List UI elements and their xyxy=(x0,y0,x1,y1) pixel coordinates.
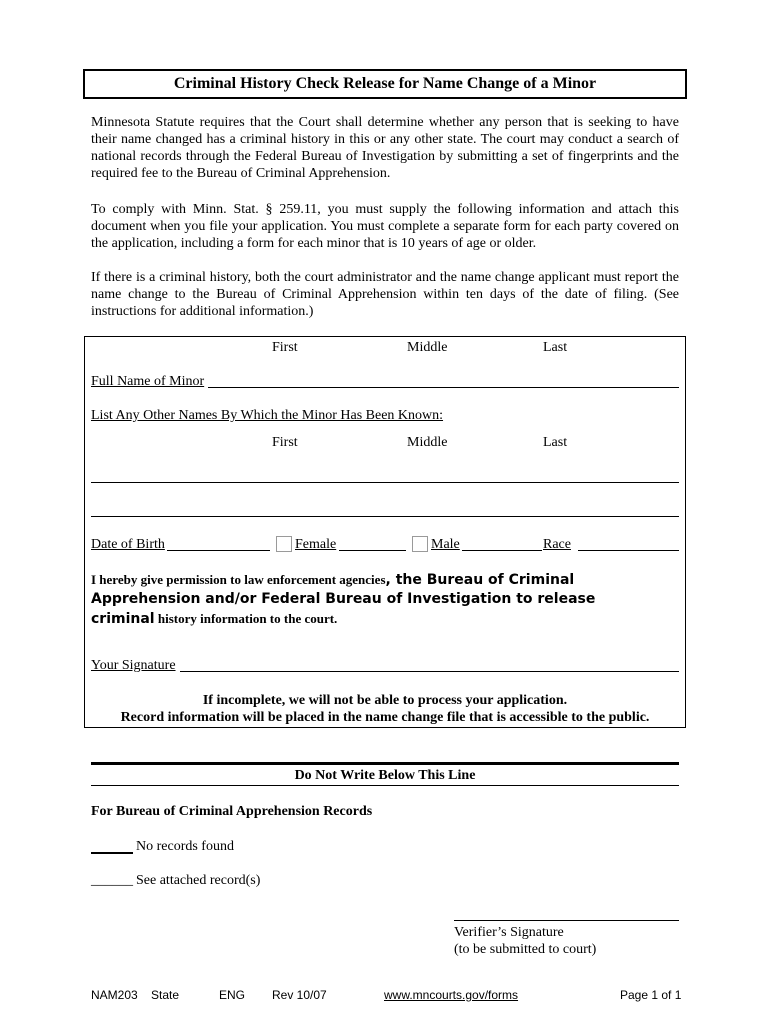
male-label: Male xyxy=(431,537,460,552)
office-use-bottom-rule xyxy=(91,785,679,786)
female-underline xyxy=(339,550,406,551)
other-name-field-1[interactable] xyxy=(91,482,679,483)
race-label: Race xyxy=(543,537,571,552)
verifier-signature-label: Verifier’s Signature xyxy=(454,925,564,940)
see-attached-label: See attached record(s) xyxy=(136,873,261,888)
first-name-header: First xyxy=(272,340,298,355)
race-field[interactable] xyxy=(578,550,679,551)
male-checkbox[interactable] xyxy=(412,536,428,552)
other-middle-header: Middle xyxy=(407,435,448,450)
permission-mid: , the Bureau of Criminal Apprehension and/or Federal Bureau of Investigation to release criminal xyxy=(91,572,596,627)
intro-paragraph-2: To comply with Minn. Stat. § 259.11, you must supply the following information and attach this document when you file your application. You must complete a separate form for each party covered on the application, including a form for each minor that is 10 years of age or older. xyxy=(91,202,679,251)
permission-start: I hereby give permission to law enforcement agencies xyxy=(91,572,386,587)
incomplete-line-2: Record information will be placed in the name change file that is accessible to the public. xyxy=(120,710,650,725)
other-name-field-2[interactable] xyxy=(91,516,679,517)
no-records-blank[interactable] xyxy=(91,852,133,854)
see-attached-blank[interactable]: ______ xyxy=(91,873,133,888)
footer-state: State xyxy=(151,988,180,1002)
verifier-note: (to be submitted to court) xyxy=(454,942,597,957)
signature-field[interactable] xyxy=(180,671,679,672)
office-use-top-rule xyxy=(91,762,679,765)
middle-name-header: Middle xyxy=(407,340,448,355)
no-records-label: No records found xyxy=(136,839,234,854)
incomplete-line-1: If incomplete, we will not be able to process your application. xyxy=(202,693,568,708)
other-last-header: Last xyxy=(543,435,568,450)
female-label: Female xyxy=(295,537,337,552)
do-not-write-label: Do Not Write Below This Line xyxy=(294,768,476,783)
footer-url-link[interactable]: www.mncourts.gov/forms xyxy=(384,988,519,1002)
intro-paragraph-1: Minnesota Statute requires that the Court shall determine whether any person that is seeking to have their name changed has a criminal history in this or any other state. The court may conduct a search of national records through the Federal Bureau of Investigation by submitting a set of fingerprints and the required fee to the Bureau of Criminal Apprehension. xyxy=(91,115,679,181)
permission-end: history information to the court. xyxy=(154,611,338,626)
bca-heading: For Bureau of Criminal Apprehension Records xyxy=(91,804,373,819)
permission-statement xyxy=(91,570,651,629)
verifier-signature-field[interactable] xyxy=(454,920,679,921)
intro-paragraph-3: If there is a criminal history, both the court administrator and the name change applicant must report the name change to the Bureau of Criminal Apprehension within ten days of the date of filing. (See instructions for additional information.) xyxy=(91,270,679,319)
page-title: Criminal History Check Release for Name Change of a Minor xyxy=(83,69,687,99)
dob-label: Date of Birth xyxy=(91,537,165,552)
footer-form-number: NAM203 xyxy=(91,988,138,1002)
other-names-label: List Any Other Names By Which the Minor Has Been Known: xyxy=(91,408,444,423)
footer-revision: Rev 10/07 xyxy=(272,988,327,1002)
other-first-header: First xyxy=(272,435,298,450)
signature-label: Your Signature xyxy=(91,658,176,673)
full-name-label: Full Name of Minor xyxy=(91,374,205,389)
dob-field[interactable] xyxy=(167,550,270,551)
female-checkbox[interactable] xyxy=(276,536,292,552)
last-name-header: Last xyxy=(543,340,568,355)
incomplete-notice xyxy=(84,692,686,726)
full-name-field[interactable] xyxy=(208,387,679,388)
footer-page-number: Page 1 of 1 xyxy=(620,988,682,1002)
male-underline xyxy=(462,550,542,551)
footer-language: ENG xyxy=(219,988,246,1002)
